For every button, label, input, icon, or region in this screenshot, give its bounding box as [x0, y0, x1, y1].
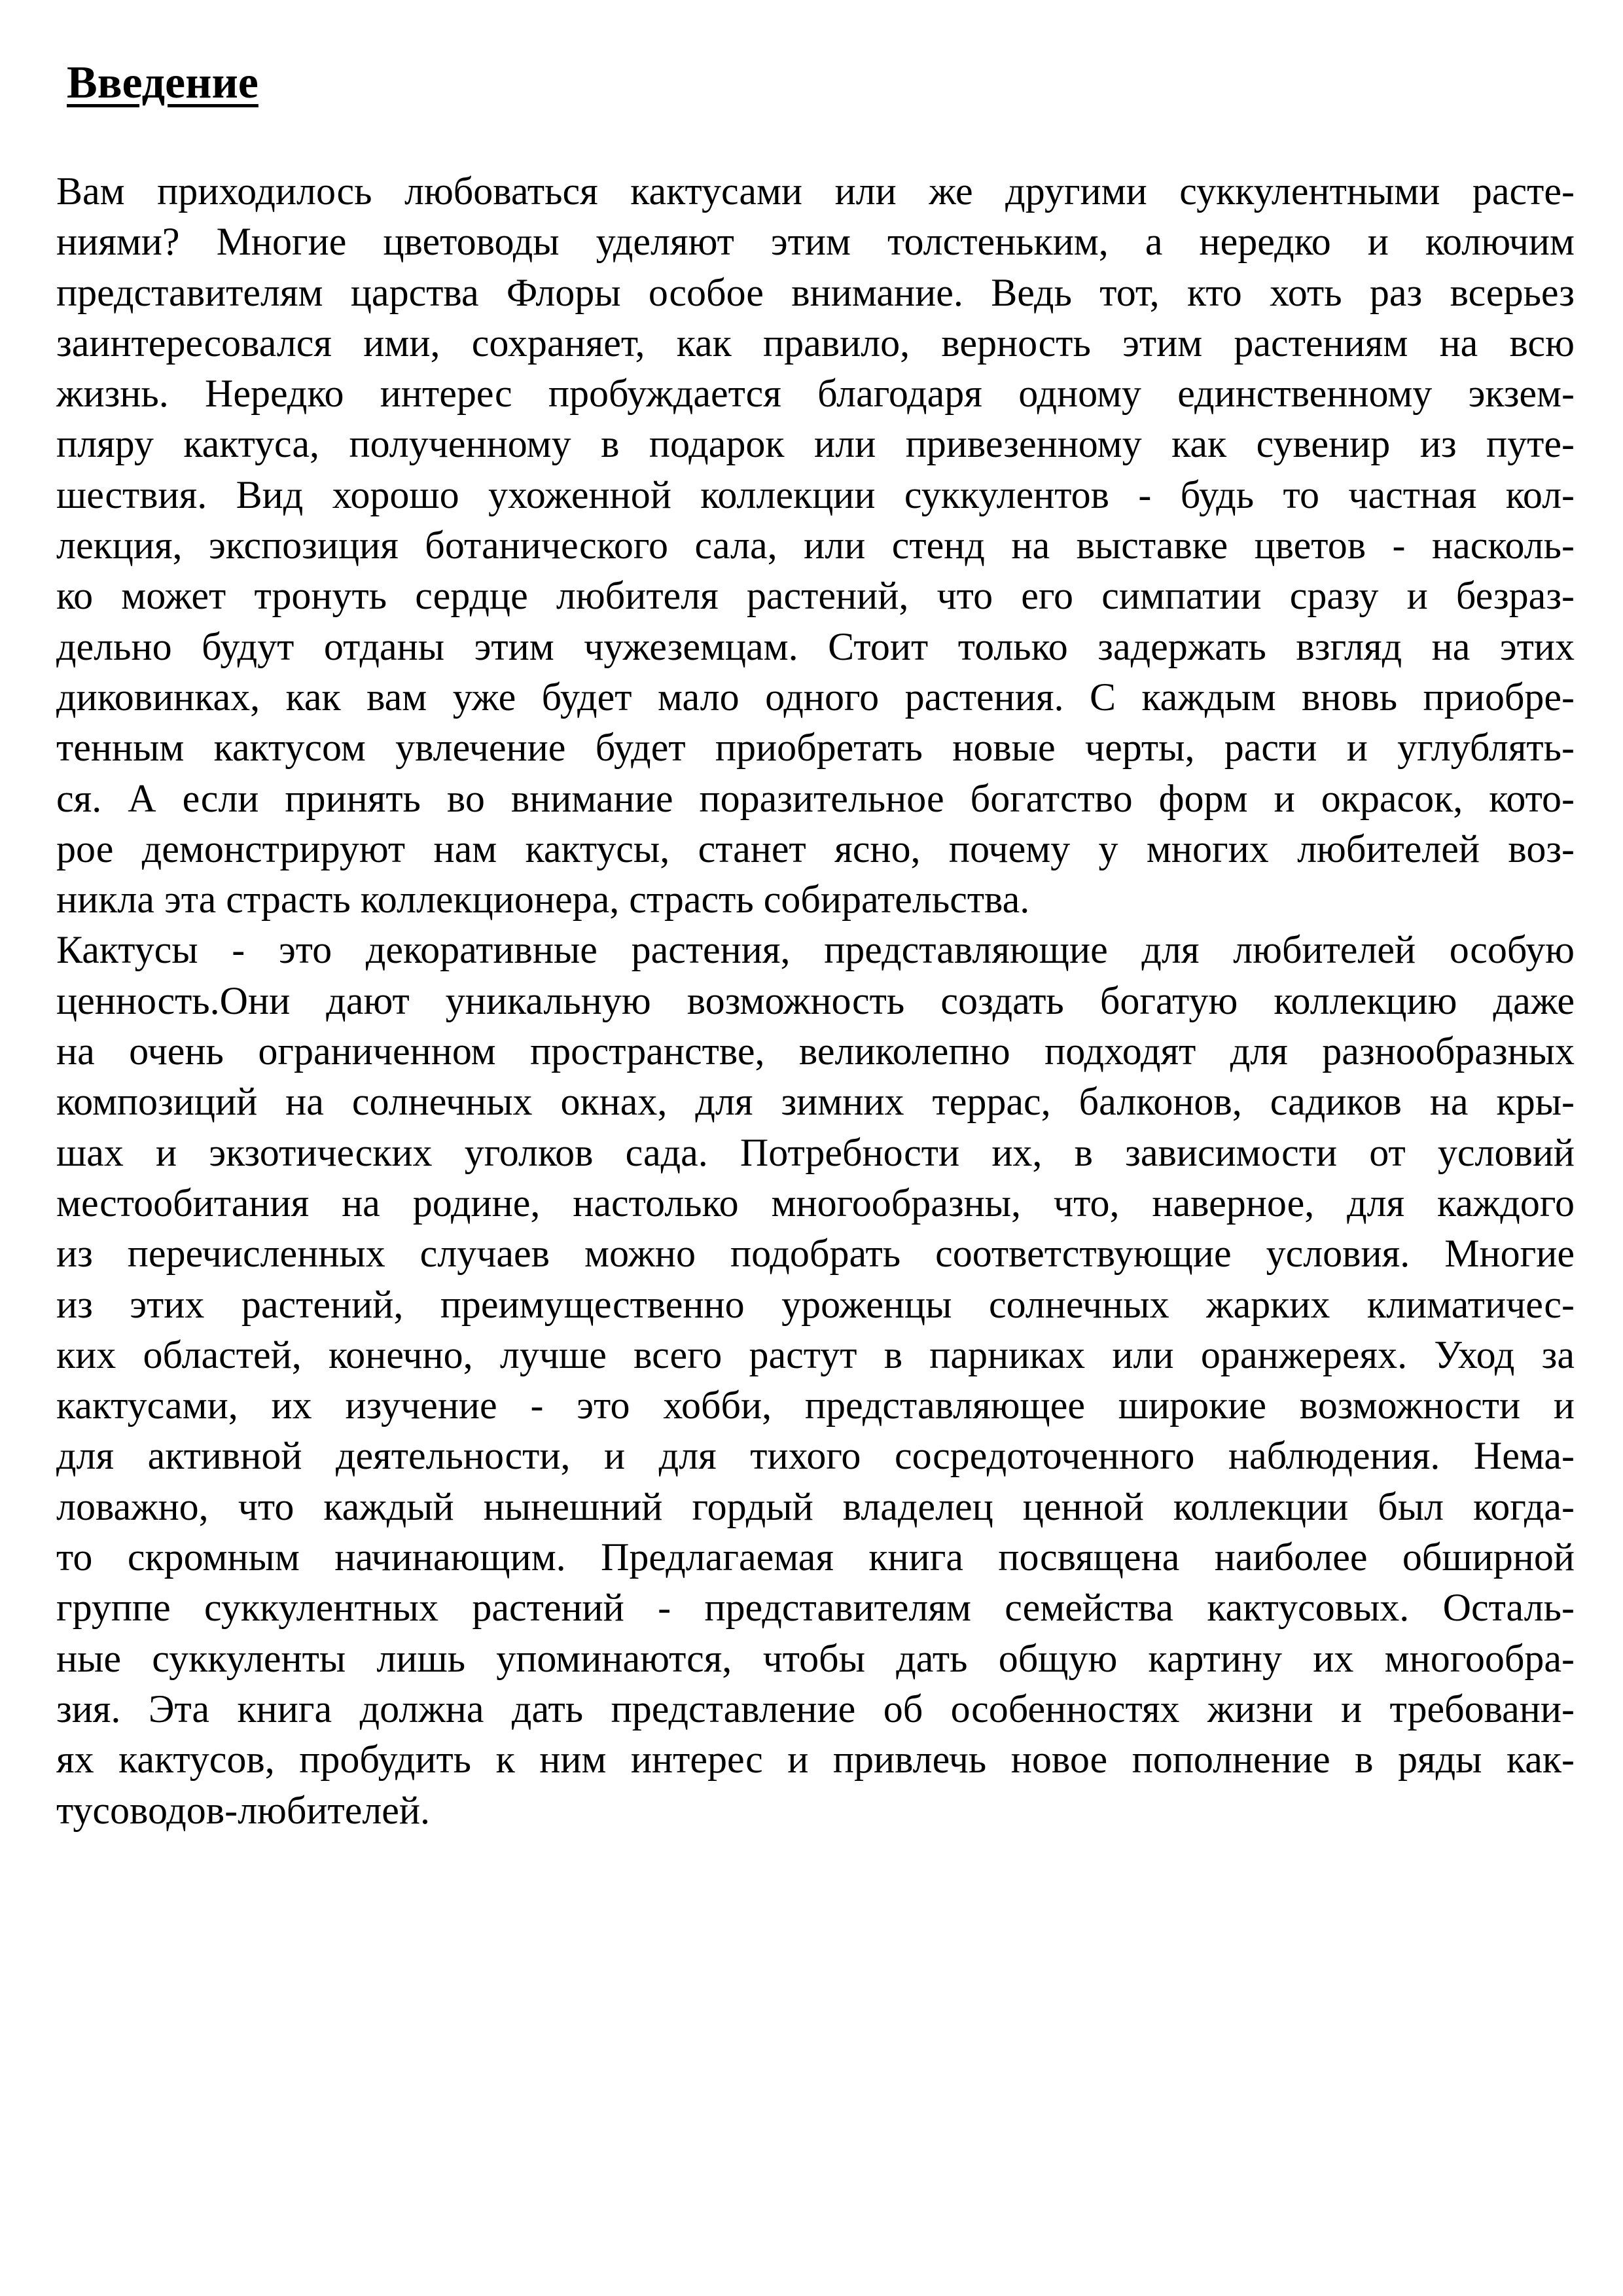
text-line: ные суккуленты лишь упоминаются, чтобы дать общую картину их многообра- [56, 1636, 1575, 1680]
text-line: заинтересовался ими, сохраняет, как правило, верность этим растениям на всю [56, 321, 1575, 365]
text-line: зия. Эта книга должна дать представление об особенностях жизни и требовани- [56, 1687, 1575, 1731]
text-line: местообитания на родине, настолько многообразны, что, наверное, для каждого [56, 1181, 1575, 1225]
text-line: тенным кактусом увлечение будет приобретать новые черты, расти и углублять- [56, 726, 1575, 770]
text-line: из перечисленных случаев можно подобрать соответствующие условия. Многие [56, 1232, 1575, 1276]
text-line: рое демонстрируют нам кактусы, станет ясно, почему у многих любителей воз- [56, 827, 1575, 870]
text-line: пляру кактуса, полученному в подарок или привезенному как сувенир из путе- [56, 422, 1575, 466]
text-line: из этих растений, преимущественно уроженцы солнечных жарких климатичес- [56, 1282, 1575, 1326]
text-line: ловажно, что каждый нынешний гордый владелец ценной коллекции был когда- [56, 1484, 1575, 1528]
text-line: ценность.Они дают уникальную возможность создать богатую коллекцию даже [56, 978, 1575, 1022]
text-line: никла эта страсть коллекционера, страсть собирательства. [56, 878, 1030, 922]
text-line: шествия. Вид хорошо ухоженной коллекции суккулентов - будь то частная кол- [56, 473, 1575, 516]
text-line: композиций на солнечных окнах, для зимних террас, балконов, садиков на кры- [56, 1080, 1575, 1124]
paragraph-2 [56, 925, 1575, 1835]
text-line: кактусами, их изучение - это хобби, представляющее широкие возможности и [56, 1384, 1575, 1427]
text-line: Кактусы - это декоративные растения, представляющие для любителей особую [56, 928, 1575, 972]
text-line: представителям царства Флоры особое внимание. Ведь тот, кто хоть раз всерьез [56, 270, 1575, 314]
text-line: диковинках, как вам уже будет мало одного растения. С каждым вновь приобре- [56, 675, 1575, 719]
text-line: то скромным начинающим. Предлагаемая книга посвящена наиболее обширной [56, 1535, 1575, 1579]
text-line: тусоводов-любителей. [56, 1788, 431, 1832]
paragraph-1 [56, 166, 1575, 925]
text-line: Вам приходилось любоваться кактусами или же другими суккулентными расте- [56, 170, 1575, 213]
text-line: ких областей, конечно, лучше всего растут в парниках или оранжереях. Уход за [56, 1333, 1575, 1376]
page-title: Введение [67, 58, 259, 108]
body-text [56, 166, 1575, 1836]
text-line: ся. А если принять во внимание поразительное богатство форм и окрасок, кото- [56, 776, 1575, 820]
text-line: ко может тронуть сердце любителя растений, что его симпатии сразу и безраз- [56, 574, 1575, 618]
text-line: шах и экзотических уголков сада. Потребности их, в зависимости от условий [56, 1130, 1575, 1174]
text-line: ях кактусов, пробудить к ним интерес и привлечь новое пополнение в ряды как- [56, 1738, 1575, 1782]
text-line: группе суккулентных растений - представителям семейства кактусовых. Осталь- [56, 1586, 1575, 1630]
text-line: лекция, экспозиция ботанического сала, или стенд на выставке цветов - насколь- [56, 524, 1575, 567]
text-line: на очень ограниченном пространстве, великолепно подходят для разнообразных [56, 1030, 1575, 1073]
text-line: ниями? Многие цветоводы уделяют этим толстеньким, а нередко и колючим [56, 220, 1575, 264]
text-line: дельно будут отданы этим чужеземцам. Стоит только задержать взгляд на этих [56, 624, 1575, 668]
text-line: жизнь. Нередко интерес пробуждается благодаря одному единственному экзем- [56, 372, 1575, 416]
text-line: для активной деятельности, и для тихого сосредоточенного наблюдения. Нема- [56, 1434, 1575, 1478]
